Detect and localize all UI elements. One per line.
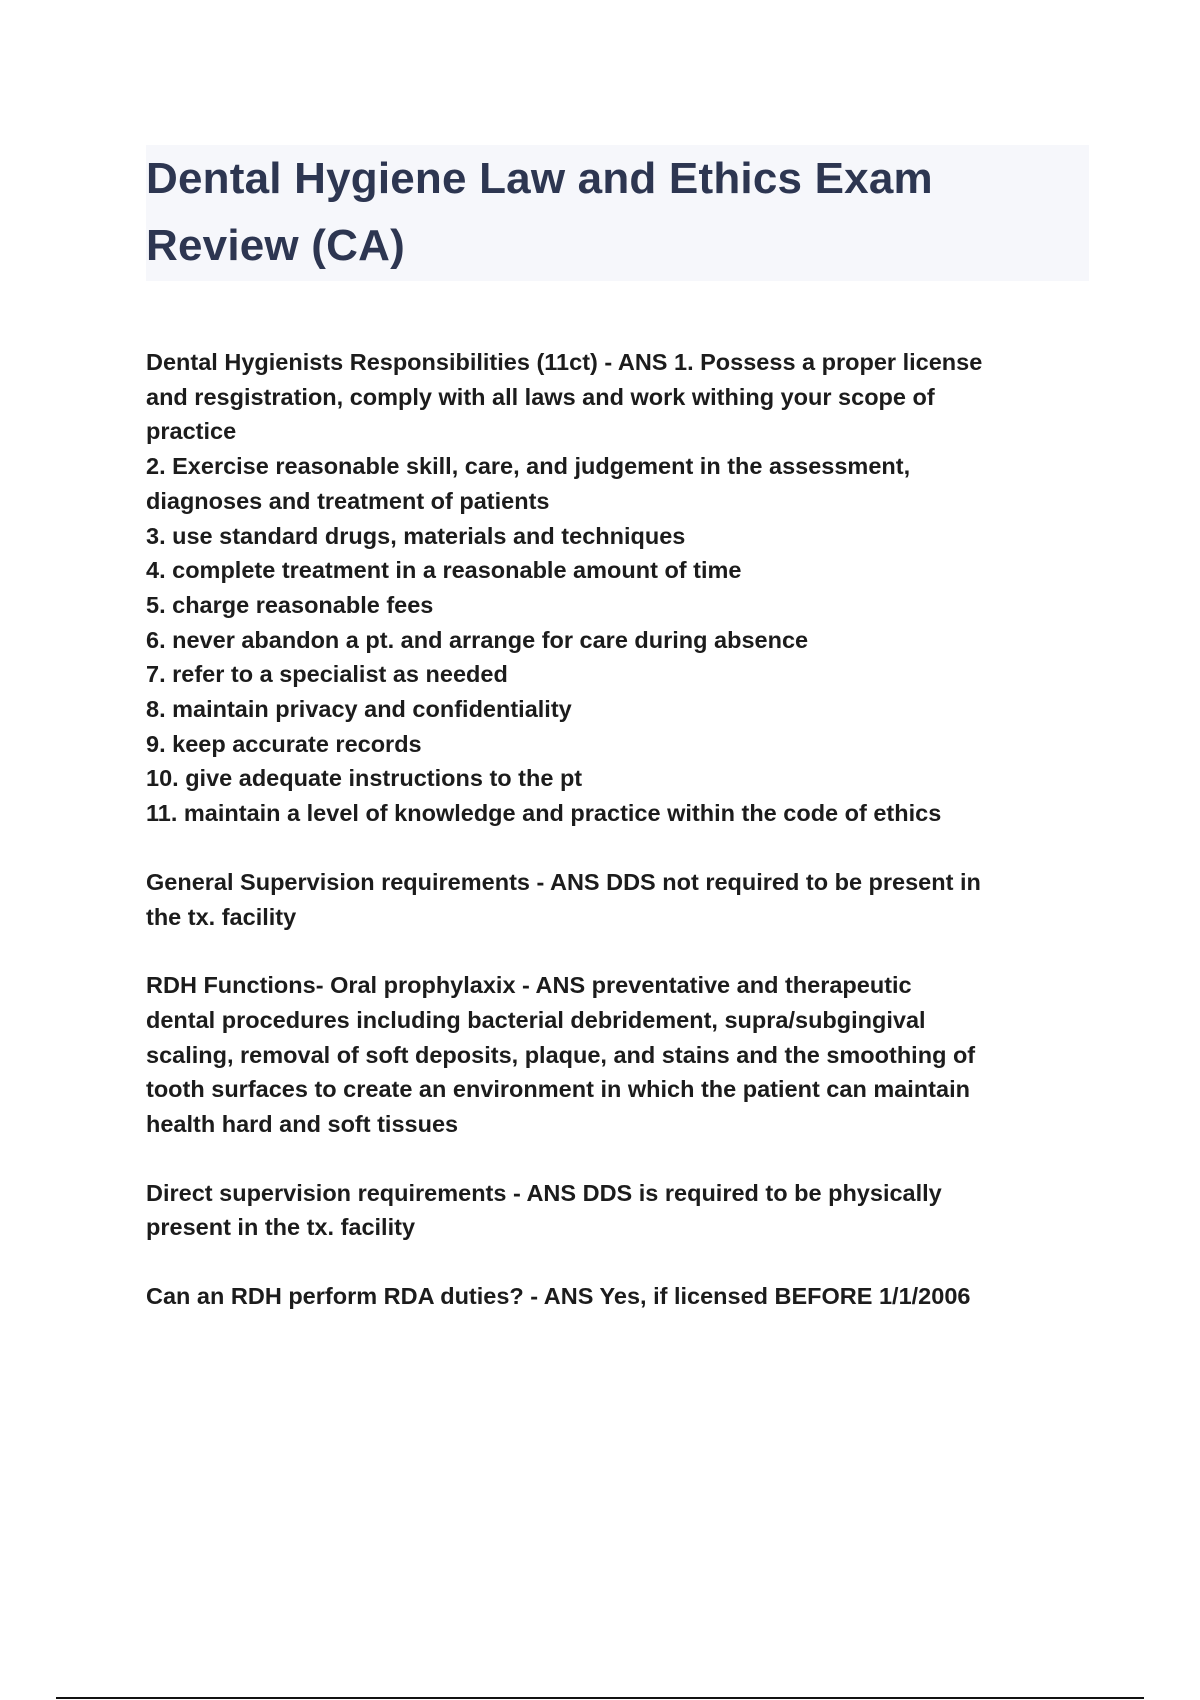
entry-line: present in the tx. facility — [146, 1214, 416, 1241]
entry-line: health hard and soft tissues — [146, 1111, 459, 1138]
entry-line: 10. give adequate instructions to the pt — [146, 765, 583, 792]
entry-line: 5. charge reasonable fees — [146, 591, 434, 618]
entry-line: practice — [146, 418, 237, 445]
entry-line: 4. complete treatment in a reasonable amount of time — [146, 557, 742, 584]
entry-line: 6. never abandon a pt. and arrange for care during absence — [146, 626, 809, 653]
qa-entry-rda-duties — [146, 1279, 1106, 1314]
qa-entry-general-supervision — [146, 865, 1106, 934]
qa-entry-responsibilities — [146, 345, 1106, 831]
entry-line: scaling, removal of soft deposits, plaque, and stains and the smoothing of — [146, 1041, 976, 1068]
qa-entry-rdh-functions — [146, 968, 1106, 1142]
entry-line: 2. Exercise reasonable skill, care, and judgement in the assessment, — [146, 453, 911, 480]
entry-line: Direct supervision requirements - ANS DDS is required to be physically — [146, 1179, 942, 1206]
footer-divider — [56, 1697, 1144, 1699]
entry-line: RDH Functions- Oral prophylaxix - ANS preventative and therapeutic — [146, 972, 912, 999]
entry-line: tooth surfaces to create an environment in which the patient can maintain — [146, 1076, 970, 1103]
entry-line: General Supervision requirements - ANS DDS not required to be present in — [146, 868, 981, 895]
entry-line: Dental Hygienists Responsibilities (11ct) - ANS 1. Possess a proper license — [146, 349, 983, 375]
entry-line: the tx. facility — [146, 903, 297, 930]
entry-line: diagnoses and treatment of patients — [146, 487, 550, 514]
entry-line: 9. keep accurate records — [146, 730, 422, 757]
entry-line: dental procedures including bacterial debridement, supra/subgingival — [146, 1006, 926, 1033]
document-body — [146, 345, 1106, 1348]
title-line-2: Review (CA) — [146, 221, 405, 270]
entry-line: and resgistration, comply with all laws and work withing your scope of — [146, 383, 935, 410]
title-line-1: Dental Hygiene Law and Ethics Exam — [146, 154, 933, 203]
entry-line: 8. maintain privacy and confidentiality — [146, 696, 572, 723]
title-banner — [146, 145, 1089, 281]
document-title — [146, 145, 1089, 279]
entry-line: 11. maintain a level of knowledge and practice within the code of ethics — [146, 800, 942, 827]
entry-line: Can an RDH perform RDA duties? - ANS Yes, if licensed BEFORE 1/1/2006 — [146, 1283, 971, 1310]
entry-line: 3. use standard drugs, materials and techniques — [146, 522, 686, 549]
qa-entry-direct-supervision — [146, 1176, 1106, 1245]
entry-line: 7. refer to a specialist as needed — [146, 661, 508, 688]
